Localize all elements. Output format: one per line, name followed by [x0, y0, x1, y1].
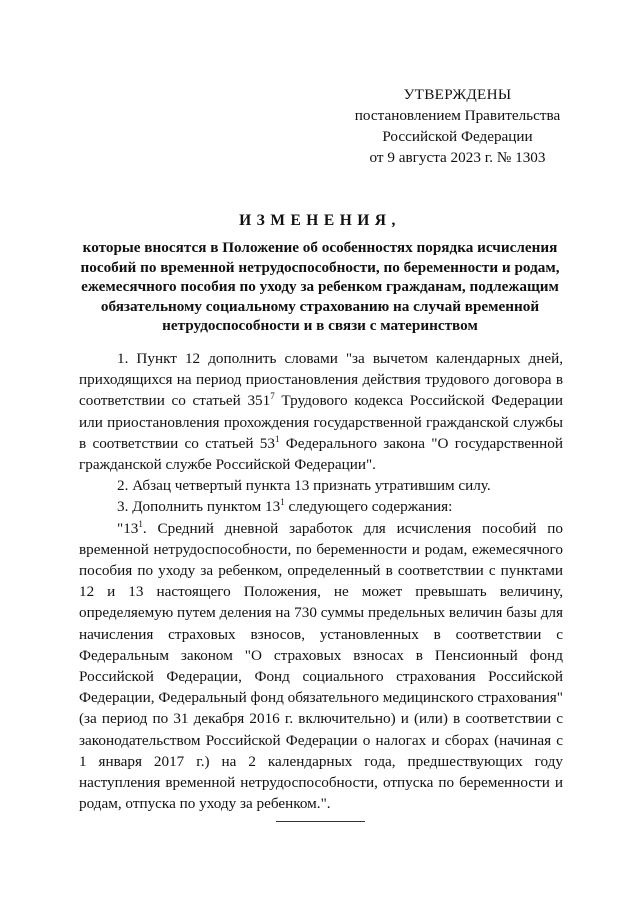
approval-line-date: от 9 августа 2023 г. № 1303 [369, 149, 546, 166]
document-body [79, 348, 563, 814]
item-3-superscript: 1 [280, 497, 285, 508]
quote-superscript: 1 [138, 518, 143, 529]
closing-divider [276, 821, 365, 822]
item-1-text-a: 1. Пункт 12 дополнить словами "за вычетом календарных дней, приходящихся на период приостановления действия трудового договора в соответствии со статьей 351 [79, 350, 563, 410]
quote-text-a: "13 [117, 519, 139, 537]
item-1-text-b: Трудового кодекса Российской Федерации или приостановления прохождения государственной гражданской службы в соответствии со статьей 53 [79, 392, 563, 452]
approval-title: УТВЕРЖДЕНЫ [403, 86, 512, 103]
approval-line-government: Российской Федерации [382, 128, 533, 145]
quote-text-b: . Средний дневной заработок для исчисления пособий по временной нетрудоспособности, по беременности и родам, ежемесячного пособия по уходу за ребенком, определенный в соответствии с пунктами 12 и 13 настоящего Положения, не может превышать величину, определяемую путем деления на 730 суммы предельных величин базы для начисления страховых взносов, установленных в соответствии с Федеральным законом "О страховых взносах в Пенсионный фонд Российской Федерации, Фонд социального страхования Российской Федерации, Федеральный фонд обязательного медицинского страхования" (за период по 31 декабря 2016 г. включительно) и (или) в соответствии с законодательством Российской Федерации о налогах и сборах (начиная с 1 января 2017 г.) на 2 календарных года, предшествующих году наступления временной нетрудоспособности, отпуска по беременности и родам, отпуска по уходу за ребенком.". [79, 519, 563, 813]
item-1-text-c: Федерального закона "О государственной гражданской службе Российской Федерации". [79, 434, 563, 474]
item-1-superscript-1: 7 [270, 391, 275, 402]
item-3-text-b: следующего содержания: [284, 498, 453, 516]
item-3 [79, 496, 563, 517]
document-heading [60, 210, 580, 336]
item-1 [79, 348, 563, 475]
document-title: ИЗМЕНЕНИЯ, [239, 212, 401, 229]
approval-stamp [340, 84, 575, 168]
item-3-quoted-text [79, 518, 563, 815]
document-subtitle: которые вносятся в Положение об особенностях порядка исчисления пособий по временной нетрудоспособности, по беременности и родам, ежемесячного пособия по уходу за ребенком гражданам, подлежащим обязательному социальному страхованию на случай временной нетрудоспособности и в связи с материнством [80, 239, 560, 335]
item-2: 2. Абзац четвертый пункта 13 признать утратившим силу. [117, 477, 491, 495]
item-3-text-a: 3. Дополнить пунктом 13 [117, 498, 281, 516]
approval-line-decree: постановлением Правительства [354, 107, 561, 124]
item-1-superscript-2: 1 [275, 433, 280, 444]
